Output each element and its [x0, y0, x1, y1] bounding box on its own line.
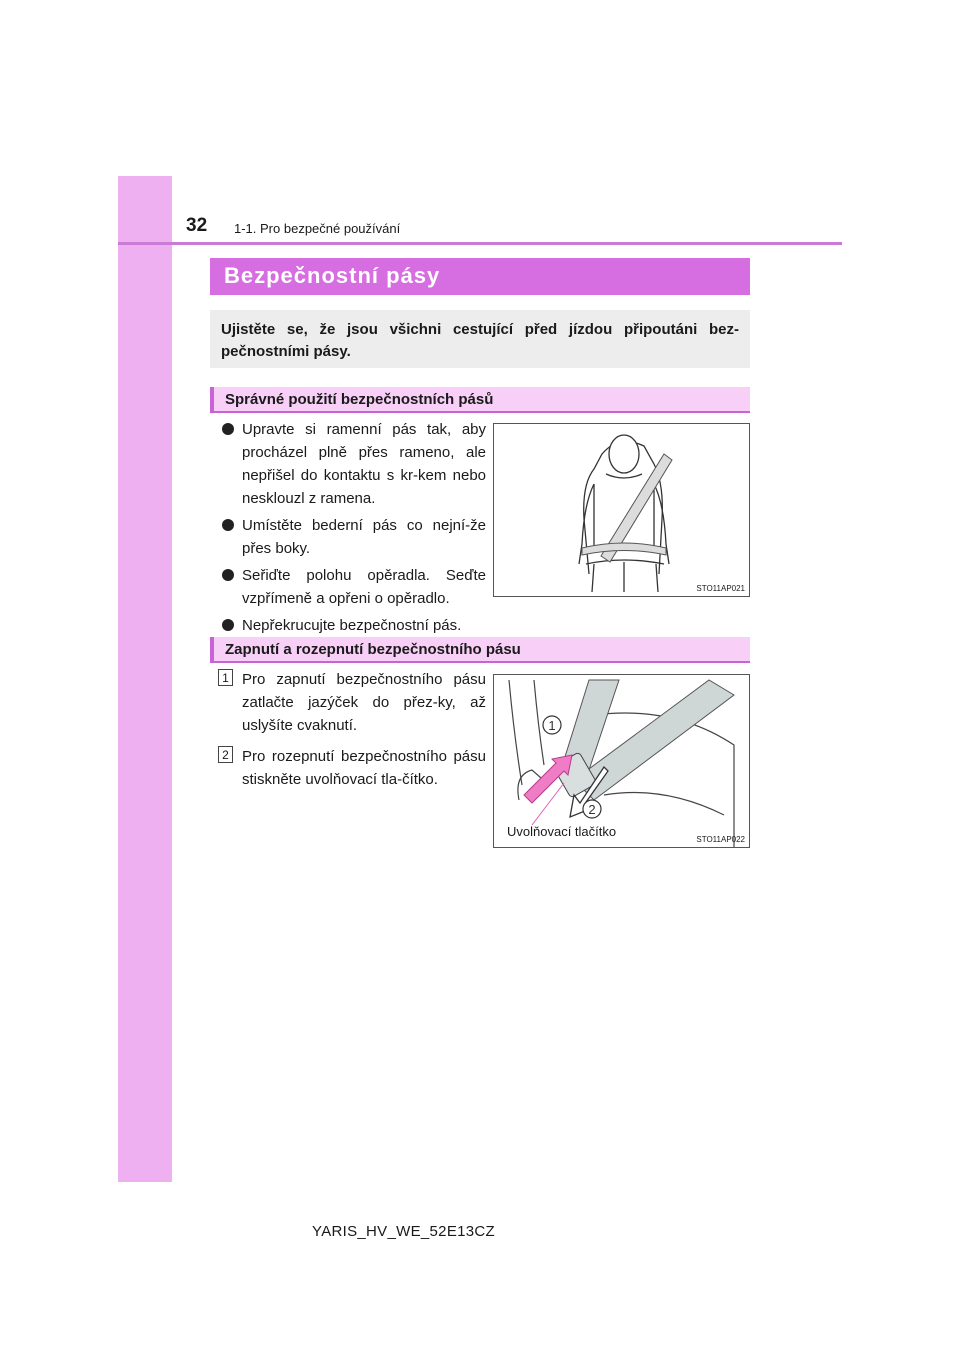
list-item: Upravte si ramenní pás tak, aby procházel plně přes rameno, ale nepřišel do kontaktu s kr-kem nebo nesklouzl z ramena.	[222, 418, 486, 510]
list-item: Seřiďte polohu opěradla. Seďte vzpřímeně a opřeni o opěradlo.	[222, 564, 486, 610]
step-item	[218, 668, 486, 737]
bullet-icon	[222, 569, 234, 581]
list-item: Umístěte bederní pás co nejní-že přes boky.	[222, 514, 486, 560]
header-rule	[118, 242, 842, 245]
intro-text: Ujistěte se, že jsou všichni cestující před jízdou připoutáni bez-pečnostními pásy.	[221, 321, 739, 360]
figure-callout: 1	[548, 718, 556, 733]
figure-code: STO11AP021	[696, 584, 745, 593]
section-title-bar	[210, 258, 750, 295]
buckle-illustration	[494, 675, 749, 847]
fasten-steps	[218, 668, 486, 799]
correct-use-list	[222, 418, 486, 641]
section-title: Bezpečnostní pásy	[224, 263, 441, 288]
seated-person-illustration	[494, 424, 749, 596]
subheading-correct-use	[210, 387, 750, 413]
figure-code: STO11AP022	[696, 835, 745, 844]
bullet-icon	[222, 423, 234, 435]
bullet-icon	[222, 519, 234, 531]
list-item: Nepřekrucujte bezpečnostní pás.	[222, 614, 486, 637]
step-number: 1	[218, 669, 233, 686]
intro-box	[210, 310, 750, 368]
step-number: 2	[218, 746, 233, 763]
subheading-fasten	[210, 637, 750, 663]
step-item	[218, 745, 486, 791]
document-id: YARIS_HV_WE_52E13CZ	[312, 1223, 495, 1240]
subheading-fasten-label: Zapnutí a rozepnutí bezpečnostního pásu	[225, 641, 521, 658]
bullet-icon	[222, 619, 234, 631]
step-text: Pro zapnutí bezpečnostního pásu zatlačte jazýček do přez-ky, až uslyšíte cvaknutí.	[242, 671, 486, 734]
chapter-title: 1-1. Pro bezpečné používání	[234, 221, 401, 236]
step-text: Pro rozepnutí bezpečnostního pásu stiskněte uvolňovací tla-čítko.	[242, 748, 486, 788]
figure-label: Uvolňovací tlačítko	[507, 824, 617, 839]
figure-callout: 2	[588, 802, 596, 817]
figure-seated-person	[493, 423, 750, 597]
side-tab	[118, 176, 172, 1182]
subheading-correct-use-label: Správné použití bezpečnostních pásů	[225, 391, 494, 408]
figure-buckle	[493, 674, 750, 848]
page-number: 32	[186, 215, 208, 236]
